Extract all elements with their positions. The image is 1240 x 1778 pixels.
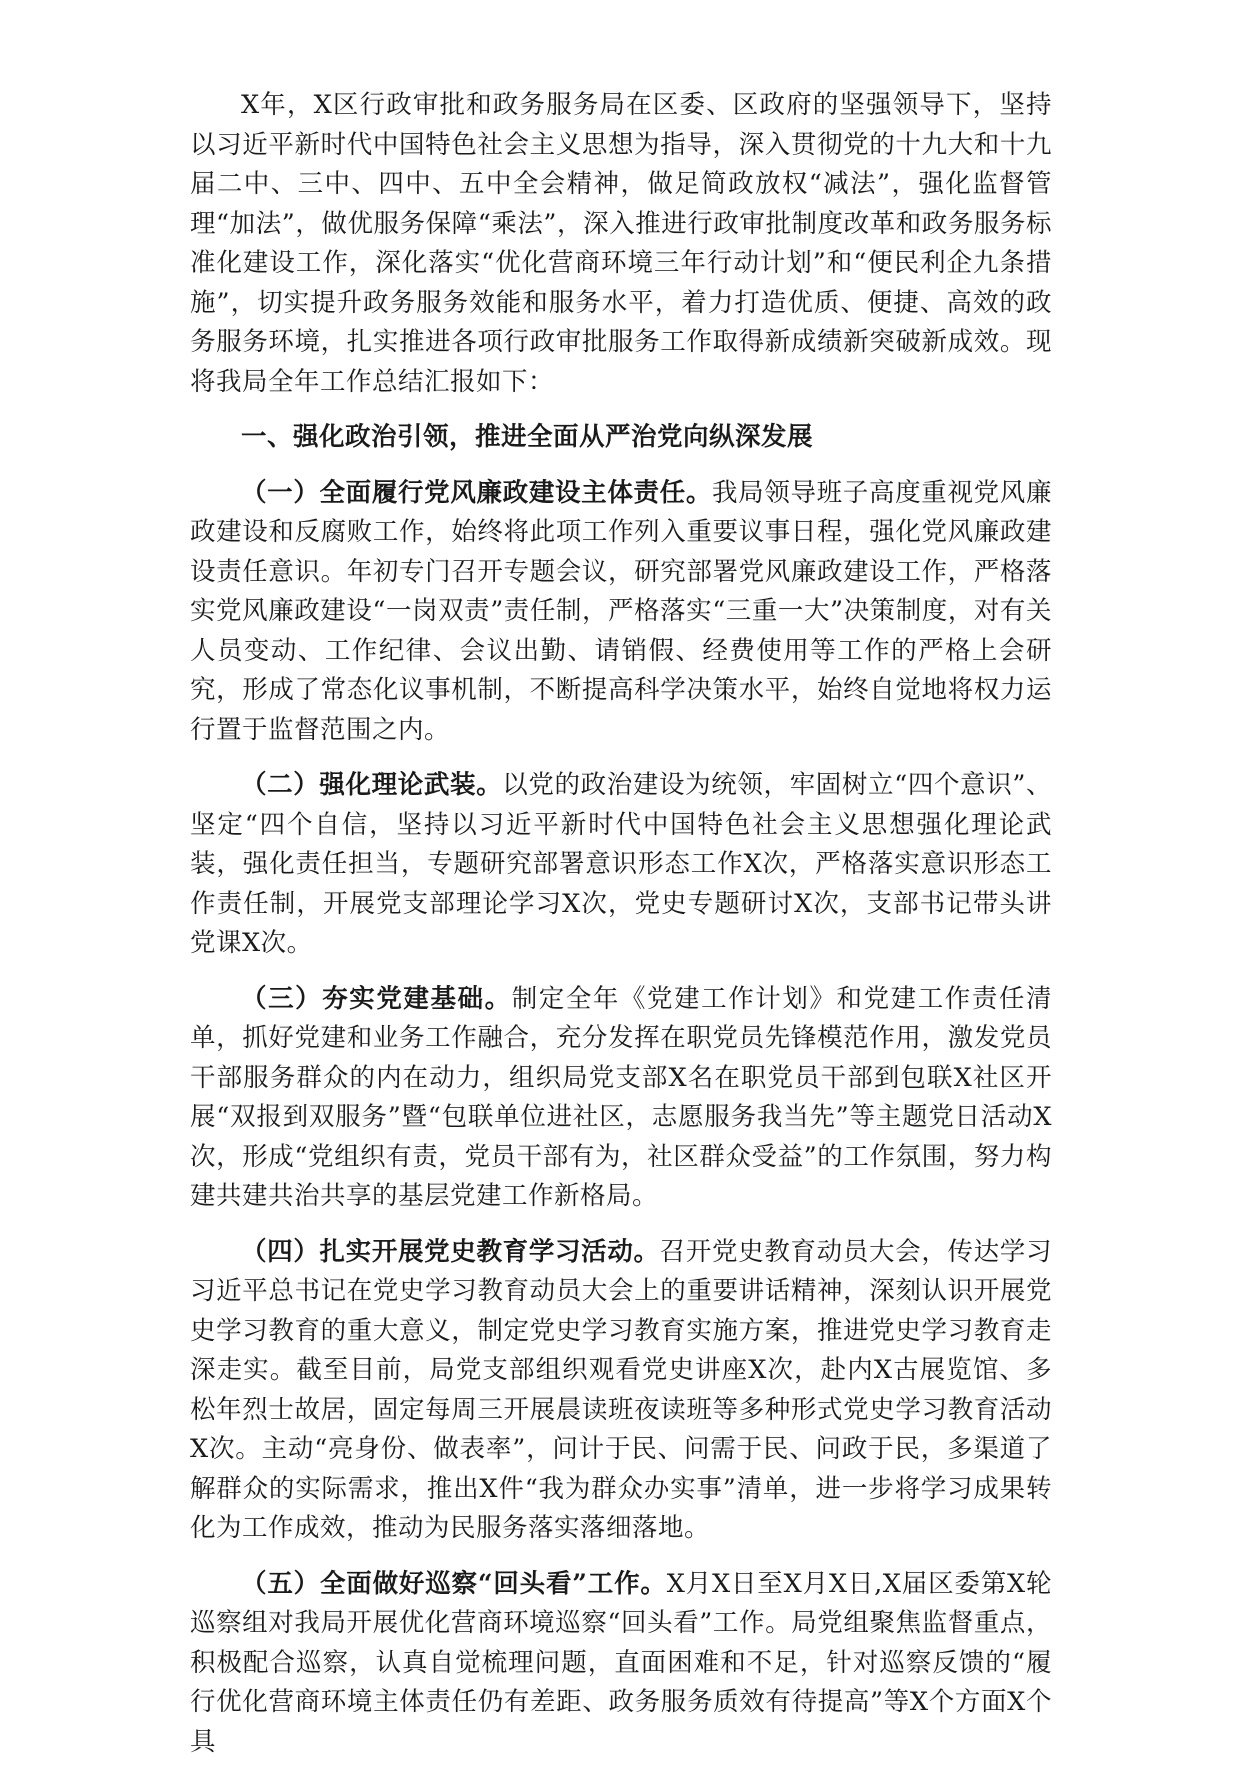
- item-5-text: X月X日至X月X日,X届区委第X轮巡察组对我局开展优化营商环境巡察“回头看”工作。局党组聚焦监督重点，积极配合巡察，认真自觉梳理问题，直面困难和不足，针对巡察反馈的“履行优化营商环境主体责任仍有差距、政务服务质效有待提高”等X个方面X个具: [190, 1568, 1052, 1757]
- document-page: [190, 86, 1052, 1778]
- paragraph-item-2: [190, 766, 1052, 964]
- paragraph-item-5: [190, 1565, 1052, 1763]
- item-4-lead: （四）扎实开展党史教育学习活动。: [241, 1236, 660, 1267]
- item-2-text: 以党的政治建设为统领，牢固树立“四个意识”、坚定“四个自信，坚持以习近平新时代中国特色社会主义思想强化理论武装，强化责任担当，专题研究部署意识形态工作X次，严格落实意识形态工作责任制，开展党支部理论学习X次，党史专题研讨X次，支部书记带头讲党课X次。: [190, 770, 1052, 958]
- paragraph-item-3: [190, 980, 1052, 1217]
- item-5-lead: （五）全面做好巡察“回头看”工作。: [241, 1568, 667, 1599]
- item-3-lead: （三）夯实党建基础。: [241, 983, 512, 1014]
- item-1-text: 我局领导班子高度重视党风廉政建设和反腐败工作，始终将此项工作列入重要议事日程，强化党风廉政建设责任意识。年初专门召开专题会议，研究部署党风廉政建设工作，严格落实党风廉政建设“一岗双责”责任制，严格落实“三重一大”决策制度，对有关人员变动、工作纪律、会议出勤、请销假、经费使用等工作的严格上会研究，形成了常态化议事机制，不断提高科学决策水平，始终自觉地将权力运行置于监督范围之内。: [190, 477, 1052, 745]
- item-1-lead: （一）全面履行党风廉政建设主体责任。: [241, 477, 712, 508]
- section-heading-1: 一、强化政治引领，推进全面从严治党向纵深发展: [241, 422, 814, 452]
- item-4-text: 召开党史教育动员大会，传达学习习近平总书记在党史学习教育动员大会上的重要讲话精神，深刻认识开展党史学习教育的重大意义，制定党史学习教育实施方案，推进党史学习教育走深走实。截至目前，局党支部组织观看党史讲座X次，赴内X古展览馆、多松年烈士故居，固定每周三开展晨读班夜读班等多种形式党史学习教育活动X次。主动“亮身份、做表率”，问计于民、问需于民、问政于民，多渠道了解群众的实际需求，推出X件“我为群众办实事”清单，进一步将学习成果转化为工作成效，推动为民服务落实落细落地。: [190, 1236, 1052, 1543]
- paragraph-item-1: [190, 474, 1052, 751]
- item-3-text: 制定全年《党建工作计划》和党建工作责任清单，抓好党建和业务工作融合，充分发挥在职党员先锋模范作用，激发党员干部服务群众的内在动力，组织局党支部X名在职党员干部到包联X社区开展“双报到双服务”暨“包联单位进社区，志愿服务我当先”等主题党日活动X次，形成“党组织有责，党员干部有为，社区群众受益”的工作氛围，努力构建共建共治共享的基层党建工作新格局。: [190, 983, 1052, 1211]
- intro-paragraph: X年，X区行政审批和政务服务局在区委、区政府的坚强领导下，坚持以习近平新时代中国特色社会主义思想为指导，深入贯彻党的十九大和十九届二中、三中、四中、五中全会精神，做足简政放权“减法”，强化监督管理“加法”，做优服务保障“乘法”，深入推进行政审批制度改革和政务服务标准化建设工作，深化落实“优化营商环境三年行动计划”和“便民利企九条措施”，切实提升政务服务效能和服务水平，着力打造优质、便捷、高效的政务服务环境，扎实推进各项行政审批服务工作取得新成绩新突破新成效。现将我局全年工作总结汇报如下：: [190, 90, 1052, 397]
- paragraph-item-4: [190, 1233, 1052, 1549]
- item-2-lead: （二）强化理论武装。: [241, 770, 503, 800]
